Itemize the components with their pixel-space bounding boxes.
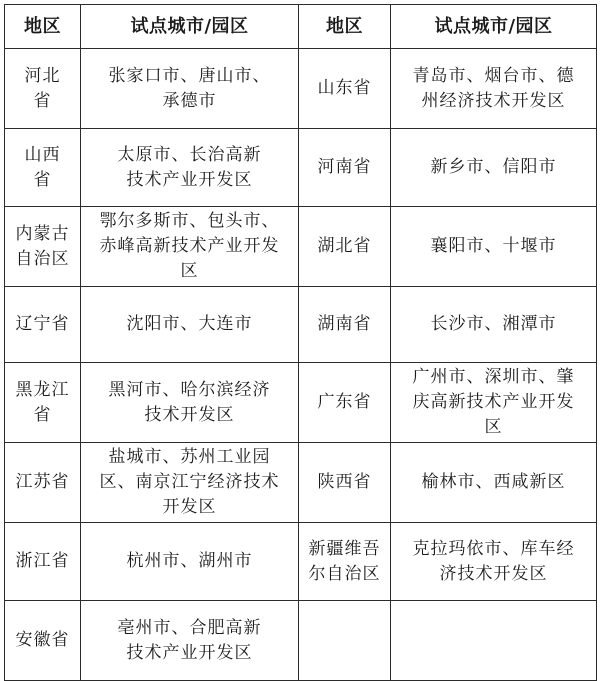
cities-text: 新乡市、信阳市 (430, 157, 557, 177)
cities-text: 榆林市、西咸新区 (421, 472, 566, 492)
region-cell (299, 363, 391, 443)
region-name: 河北省 (24, 65, 61, 111)
header-region-left: 地区 (5, 5, 81, 49)
region-cell (299, 287, 391, 363)
region-cell (5, 601, 81, 681)
pilot-cities-table (4, 4, 597, 681)
table-row (5, 601, 597, 681)
cities-cell (391, 363, 597, 443)
table-row (5, 287, 597, 363)
header-region-right: 地区 (299, 5, 391, 49)
cities-text: 盐城市、苏州工业园区、南京江宁经济技术开发区 (99, 447, 280, 517)
cities-cell (391, 49, 597, 129)
cities-text: 张家口市、唐山市、承德市 (108, 65, 271, 111)
cities-cell (81, 287, 299, 363)
header-cities-left: 试点城市/园区 (81, 5, 299, 49)
region-name: 安徽省 (15, 630, 70, 650)
cities-cell (391, 129, 597, 207)
empty-cell (299, 601, 391, 681)
region-name: 河南省 (317, 157, 372, 177)
region-cell (299, 207, 391, 287)
table-header-row (5, 5, 597, 49)
region-name: 内蒙古自治区 (15, 223, 70, 269)
table-row (5, 207, 597, 287)
cities-text: 青岛市、烟台市、德州经济技术开发区 (412, 65, 575, 111)
cities-cell (81, 363, 299, 443)
region-name: 湖南省 (317, 314, 372, 334)
region-cell (5, 287, 81, 363)
cities-cell (391, 523, 597, 601)
cities-text: 广州市、深圳市、肇庆高新技术产业开发区 (412, 367, 575, 437)
region-cell (5, 523, 81, 601)
region-name: 广东省 (317, 392, 372, 412)
region-cell (5, 443, 81, 523)
region-name: 山东省 (317, 78, 372, 98)
cities-cell (391, 443, 597, 523)
region-name: 江苏省 (15, 472, 70, 492)
cities-text: 杭州市、湖州市 (126, 551, 253, 571)
cities-cell (391, 287, 597, 363)
cities-text: 襄阳市、十堰市 (430, 236, 557, 256)
region-cell (299, 129, 391, 207)
region-cell (5, 129, 81, 207)
region-cell (299, 443, 391, 523)
table-row (5, 523, 597, 601)
region-cell (5, 363, 81, 443)
region-cell (299, 523, 391, 601)
region-name: 新疆维吾尔自治区 (308, 538, 381, 584)
cities-cell (81, 207, 299, 287)
empty-cell (391, 601, 597, 681)
table-row (5, 443, 597, 523)
cities-text: 太原市、长治高新技术产业开发区 (117, 144, 262, 190)
header-cities-right: 试点城市/园区 (391, 5, 597, 49)
cities-text: 鄂尔多斯市、包头市、赤峰高新技术产业开发区 (99, 211, 280, 281)
cities-text: 黑河市、哈尔滨经济技术开发区 (108, 379, 271, 425)
cities-text: 亳州市、合肥高新技术产业开发区 (117, 617, 262, 663)
cities-cell (81, 129, 299, 207)
cities-text: 沈阳市、大连市 (126, 314, 253, 334)
table-row (5, 363, 597, 443)
region-cell (5, 207, 81, 287)
cities-cell (81, 49, 299, 129)
cities-cell (81, 601, 299, 681)
region-cell (299, 49, 391, 129)
cities-cell (391, 207, 597, 287)
table-row (5, 129, 597, 207)
table-row (5, 49, 597, 129)
region-name: 陕西省 (317, 472, 372, 492)
cities-cell (81, 523, 299, 601)
region-name: 湖北省 (317, 236, 372, 256)
cities-cell (81, 443, 299, 523)
region-name: 浙江省 (15, 551, 70, 571)
cities-text: 长沙市、湘潭市 (430, 314, 557, 334)
region-name: 辽宁省 (15, 314, 70, 334)
region-name: 山西省 (24, 144, 61, 190)
cities-text: 克拉玛依市、库车经济技术开发区 (412, 538, 575, 584)
region-name: 黑龙江省 (15, 379, 70, 425)
region-cell (5, 49, 81, 129)
